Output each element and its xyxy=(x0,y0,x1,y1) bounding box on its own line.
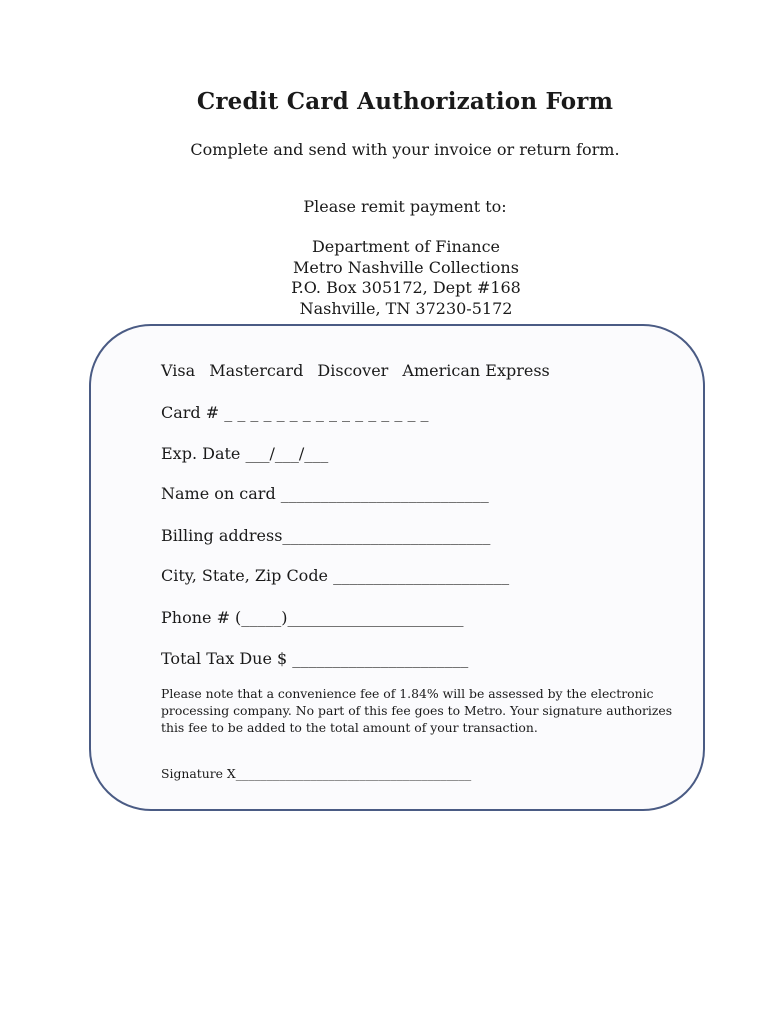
phone-field[interactable]: Phone # (_____)______________________ xyxy=(161,608,464,627)
signature-field[interactable]: Signature X______________________________________ xyxy=(161,766,472,781)
total-tax-due-field[interactable]: Total Tax Due $ ______________________ xyxy=(161,649,469,668)
address-line-city: Nashville, TN 37230-5172 xyxy=(299,298,513,318)
form-title: Credit Card Authorization Form xyxy=(196,88,614,115)
remit-label: Please remit payment to: xyxy=(303,197,507,216)
billing-address-field[interactable]: Billing address__________________________ xyxy=(161,526,491,545)
city-state-zip-field[interactable]: City, State, Zip Code ______________________ xyxy=(161,566,510,585)
card-type-discover[interactable]: Discover xyxy=(317,361,389,380)
card-number-field[interactable]: Card # _ _ _ _ _ _ _ _ _ _ _ _ _ _ _ _ xyxy=(161,403,429,422)
card-type-mastercard[interactable]: Mastercard xyxy=(209,361,304,380)
address-line-collections: Metro Nashville Collections xyxy=(293,257,519,277)
card-type-options xyxy=(161,361,559,380)
name-on-card-field[interactable]: Name on card __________________________ xyxy=(161,484,489,503)
card-type-american-express[interactable]: American Express xyxy=(402,361,550,380)
remit-address xyxy=(0,237,770,319)
exp-date-field[interactable]: Exp. Date ___/___/___ xyxy=(161,444,329,463)
convenience-fee-note: Please note that a convenience fee of 1.84% will be assessed by the electronic processing company. No part of this fee goes to Metro. Your signature authorizes this fee to be added to the total amount of your transaction. xyxy=(161,686,673,735)
address-line-po-box: P.O. Box 305172, Dept #168 xyxy=(291,278,521,297)
form-subtitle: Complete and send with your invoice or return form. xyxy=(190,140,620,159)
card-type-visa[interactable]: Visa xyxy=(161,361,196,380)
address-line-department: Department of Finance xyxy=(311,237,501,256)
